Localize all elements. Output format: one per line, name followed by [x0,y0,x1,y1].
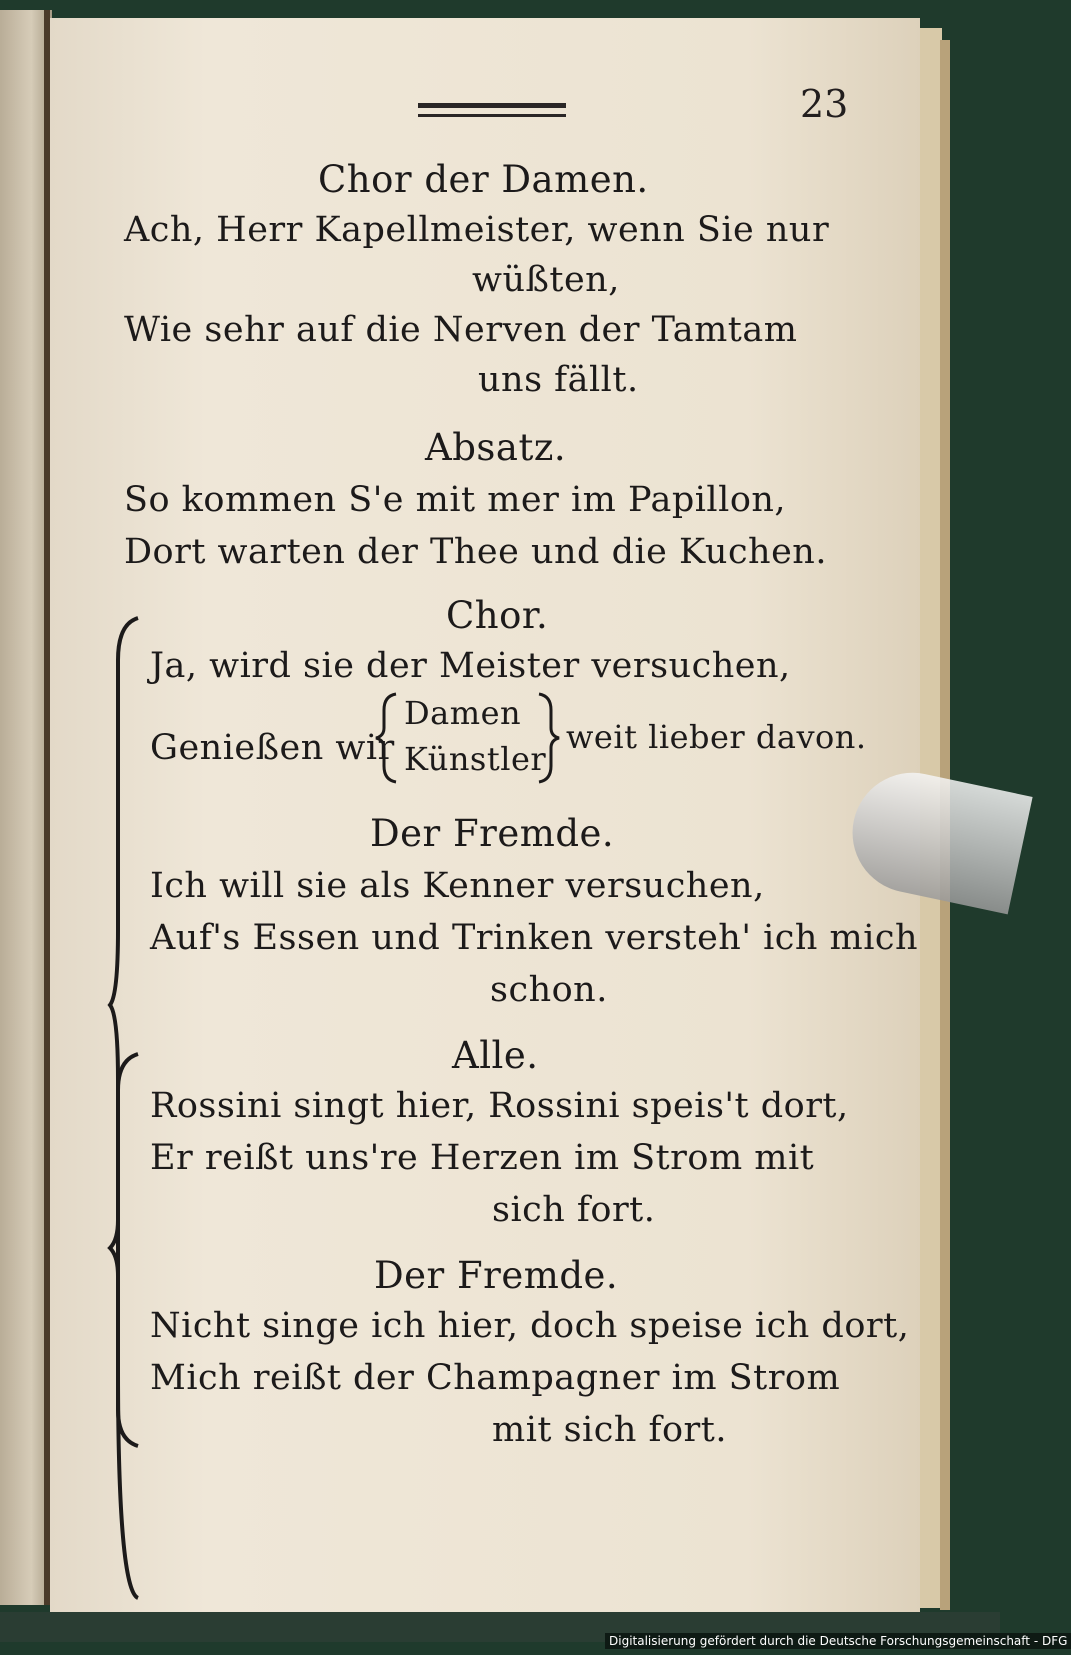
verse-line: Ach, Herr Kapellmeister, wenn Sie nur [124,210,830,250]
verse-continuation: sich fort. [492,1190,656,1230]
verse-line: Dort warten der Thee und die Kuchen. [124,532,827,572]
verse-line: Ja, wird sie der Meister versuchen, [150,646,791,686]
verse-continuation: mit sich fort. [492,1410,727,1450]
verse-line: Genießen wir [150,728,395,768]
verse-line: Auf's Essen und Trinken versteh' ich mich [150,918,919,958]
header-rule-thin [418,114,566,117]
verse-line: Rossini singt hier, Rossini speis't dort, [150,1086,849,1126]
verse-line: Wie sehr auf die Nerven der Tamtam [124,310,798,350]
large-brace-lower [108,1050,148,1450]
option-kuenstler: Künstler [404,740,547,778]
page-number: 23 [800,82,849,126]
verse-continuation: schon. [490,970,608,1010]
heading-der-fremde: Der Fremde. [370,812,615,855]
verse-line: Nicht singe ich hier, doch speise ich dort, [150,1306,910,1346]
inner-brace-left [372,690,402,786]
heading-absatz: Absatz. [425,426,567,469]
verse-continuation: wüßten, [472,260,620,300]
heading-alle: Alle. [452,1034,539,1077]
verse-line: Mich reißt der Champagner im Strom [150,1358,841,1398]
verse-line: weit lieber davon. [566,718,867,756]
heading-chor: Chor. [446,594,549,637]
heading-der-fremde: Der Fremde. [374,1254,619,1297]
inner-brace-right [533,690,563,786]
verse-continuation: uns fällt. [478,360,639,400]
verse-line: So kommen S'e mit mer im Papillon, [124,480,787,520]
header-rule-thick [418,103,566,108]
verse-line: Ich will sie als Kenner versuchen, [150,866,765,906]
digitization-footer: Digitalisierung gefördert durch die Deutsche Forschungsgemeinschaft - DFG [605,1633,1071,1649]
verse-line: Er reißt uns're Herzen im Strom mit [150,1138,815,1178]
option-damen: Damen [404,694,522,732]
heading-chor-der-damen: Chor der Damen. [318,158,649,201]
